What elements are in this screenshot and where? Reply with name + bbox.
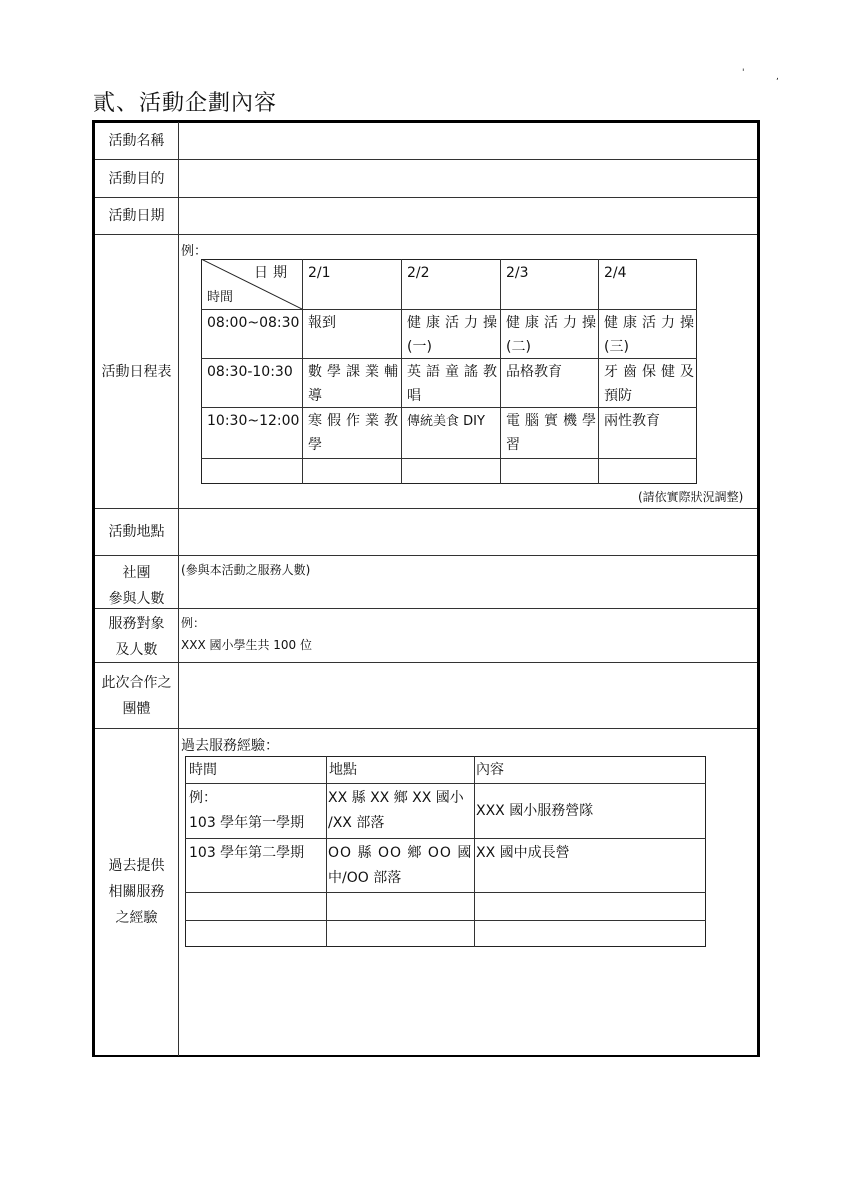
activity-name-field[interactable] bbox=[180, 122, 757, 159]
label-activity-purpose: 活動目的 bbox=[108, 171, 165, 187]
experience-col-divider bbox=[326, 756, 327, 947]
schedule-item-cont: (三) bbox=[604, 339, 629, 355]
schedule-item-cont: (一) bbox=[407, 339, 432, 355]
schedule-item-cont: 導 bbox=[308, 388, 322, 404]
schedule-date: 2/4 bbox=[604, 265, 627, 281]
stray-mark: ' bbox=[742, 68, 745, 78]
experience-row-divider bbox=[185, 838, 706, 839]
schedule-item: 健康活力操 bbox=[407, 315, 502, 331]
service-target-example-label: 例： bbox=[181, 616, 206, 630]
experience-heading: 過去服務經驗： bbox=[181, 738, 279, 754]
label-club-participants bbox=[95, 560, 178, 612]
experience-content: XXX 國小服務營隊 bbox=[476, 803, 594, 819]
schedule-date: 2/2 bbox=[407, 265, 430, 281]
club-participants-hint: (參與本活動之服務人數) bbox=[181, 563, 311, 577]
label-activity-date: 活動日期 bbox=[108, 208, 165, 224]
label-service-target bbox=[95, 611, 178, 663]
label-activity-schedule: 活動日程表 bbox=[101, 364, 172, 380]
schedule-item-cont: (二) bbox=[506, 339, 531, 355]
schedule-item: 英語童謠教 bbox=[407, 364, 502, 380]
partner-org-field[interactable] bbox=[180, 663, 757, 728]
schedule-item: 電腦實機學 bbox=[506, 413, 601, 429]
experience-row-divider bbox=[185, 783, 706, 784]
experience-place: XX 縣 XX 鄉 XX 國小 bbox=[328, 790, 464, 806]
schedule-col-divider bbox=[302, 259, 303, 484]
experience-place-cont: /XX 部落 bbox=[328, 815, 385, 831]
label-partner-org bbox=[93, 670, 180, 722]
schedule-row-divider bbox=[201, 458, 697, 459]
schedule-item: 品格教育 bbox=[506, 364, 562, 380]
schedule-time: 10:30~12:00 bbox=[207, 413, 300, 429]
label-activity-name: 活動名稱 bbox=[108, 133, 165, 149]
experience-time: 例： bbox=[189, 790, 217, 806]
label-line: 過去提供 bbox=[108, 858, 165, 874]
activity-purpose-field[interactable] bbox=[180, 160, 757, 197]
schedule-item: 健康活力操 bbox=[604, 315, 699, 331]
schedule-date: 2/1 bbox=[308, 265, 331, 281]
schedule-item: 寒假作業教 bbox=[308, 413, 403, 429]
experience-time-cont: 103 學年第一學期 bbox=[189, 815, 305, 831]
schedule-col-divider bbox=[598, 259, 599, 484]
row-divider bbox=[95, 608, 757, 609]
schedule-time: 08:30-10:30 bbox=[207, 364, 293, 380]
schedule-row-divider bbox=[201, 309, 697, 310]
schedule-header-date: 日期 bbox=[254, 265, 292, 281]
label-line: 社團 bbox=[122, 565, 151, 581]
schedule-item: 健康活力操 bbox=[506, 315, 601, 331]
row-divider bbox=[95, 234, 757, 235]
row-divider bbox=[95, 728, 757, 729]
experience-time: 103 學年第二學期 bbox=[189, 845, 305, 861]
activity-location-field[interactable] bbox=[180, 509, 757, 555]
schedule-example-label: 例： bbox=[181, 244, 208, 259]
experience-col-divider bbox=[474, 756, 475, 947]
schedule-item: 傳統美食 DIY bbox=[407, 414, 485, 429]
schedule-header-time: 時間 bbox=[207, 290, 234, 305]
experience-content: XX 國中成長營 bbox=[476, 845, 570, 861]
label-activity-location: 活動地點 bbox=[108, 524, 165, 540]
schedule-item-cont: 唱 bbox=[407, 388, 421, 404]
experience-row-divider bbox=[185, 920, 706, 921]
experience-header-place: 地點 bbox=[329, 762, 357, 778]
experience-place-cont: 中/OO 部落 bbox=[328, 870, 402, 886]
activity-date-field[interactable] bbox=[180, 198, 757, 234]
stray-mark: , bbox=[776, 72, 779, 82]
label-column-divider bbox=[178, 122, 179, 1056]
schedule-item-cont: 預防 bbox=[604, 388, 632, 404]
label-line: 之經驗 bbox=[115, 910, 158, 926]
page-title: 貳、活動企劃內容 bbox=[93, 91, 278, 116]
schedule-time: 08:00~08:30 bbox=[207, 315, 300, 331]
experience-row-divider bbox=[185, 892, 706, 893]
experience-header-content: 內容 bbox=[476, 762, 504, 778]
label-line: 服務對象 bbox=[108, 616, 165, 632]
label-line: 及人數 bbox=[115, 642, 158, 658]
label-line: 參與人數 bbox=[108, 591, 165, 607]
experience-place: OO 縣 OO 鄉 OO 國 bbox=[328, 845, 473, 861]
schedule-item: 數學課業輔 bbox=[308, 364, 403, 380]
schedule-item-cont: 學 bbox=[308, 437, 322, 453]
schedule-item-cont: 習 bbox=[506, 437, 520, 453]
label-past-experience bbox=[95, 853, 178, 931]
label-line: 相關服務 bbox=[108, 884, 165, 900]
experience-header-time: 時間 bbox=[189, 762, 217, 778]
schedule-item: 報到 bbox=[308, 315, 336, 331]
schedule-adjust-note: (請依實際狀況調整) bbox=[638, 490, 744, 504]
schedule-item: 兩性教育 bbox=[604, 413, 660, 429]
label-line: 團體 bbox=[122, 701, 151, 717]
schedule-date: 2/3 bbox=[506, 265, 529, 281]
row-divider bbox=[95, 555, 757, 556]
label-line: 此次合作之 bbox=[101, 675, 172, 691]
schedule-item: 牙齒保健及 bbox=[604, 364, 699, 380]
service-target-example: XXX 國小學生共 100 位 bbox=[181, 638, 313, 652]
